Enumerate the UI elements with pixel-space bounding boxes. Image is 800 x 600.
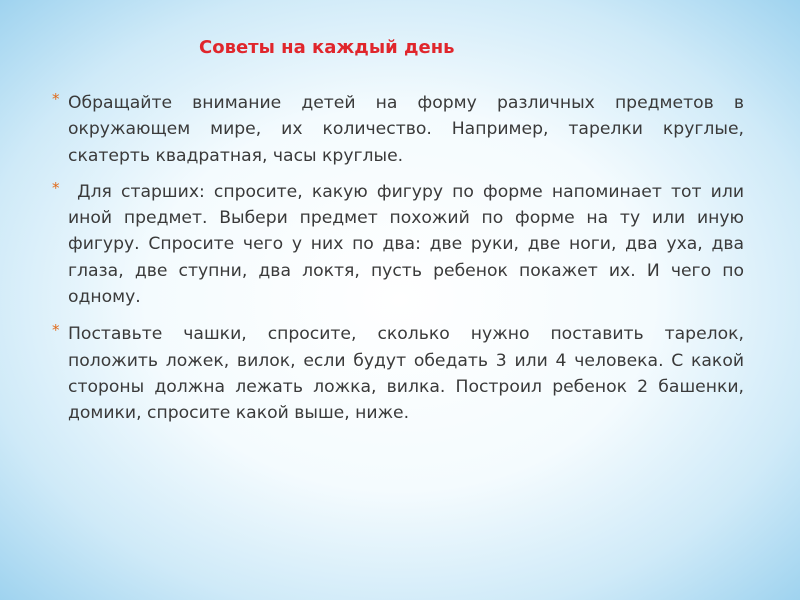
- bullet-asterisk-icon: *: [52, 90, 60, 108]
- bullet-item: [52, 321, 744, 426]
- bullet-text: Для старших: спросите, какую фигуру по форме напоминает тот или иной предмет. Выбери предмет похожий по форме на ту или иную фигуру. Спросите чего у них по два: две руки, две ноги, два уха, два глаза, две ступни, два локтя, пусть ребенок покажет их. И чего по одному.: [68, 181, 750, 308]
- bullet-text: Обращайте внимание детей на форму различных предметов в окружающем мире, их количество. Например, тарелки круглые, скатерть квадратная, часы круглые.: [68, 93, 744, 166]
- bullet-item: [52, 90, 744, 169]
- bullet-list: [52, 90, 750, 437]
- bullet-text: Поставьте чашки, спросите, сколько нужно поставить тарелок, положить ложек, вилок, если будут обедать 3 или 4 человека. С какой стороны должна лежать ложка, вилка. Построил ребенок 2 башенки, домики, спросите какой выше, ниже.: [68, 324, 744, 424]
- bullet-asterisk-icon: *: [52, 178, 60, 197]
- bullet-asterisk-icon: *: [52, 321, 60, 340]
- bullet-item: [52, 178, 750, 310]
- slide-title: Советы на каждый день: [199, 37, 455, 58]
